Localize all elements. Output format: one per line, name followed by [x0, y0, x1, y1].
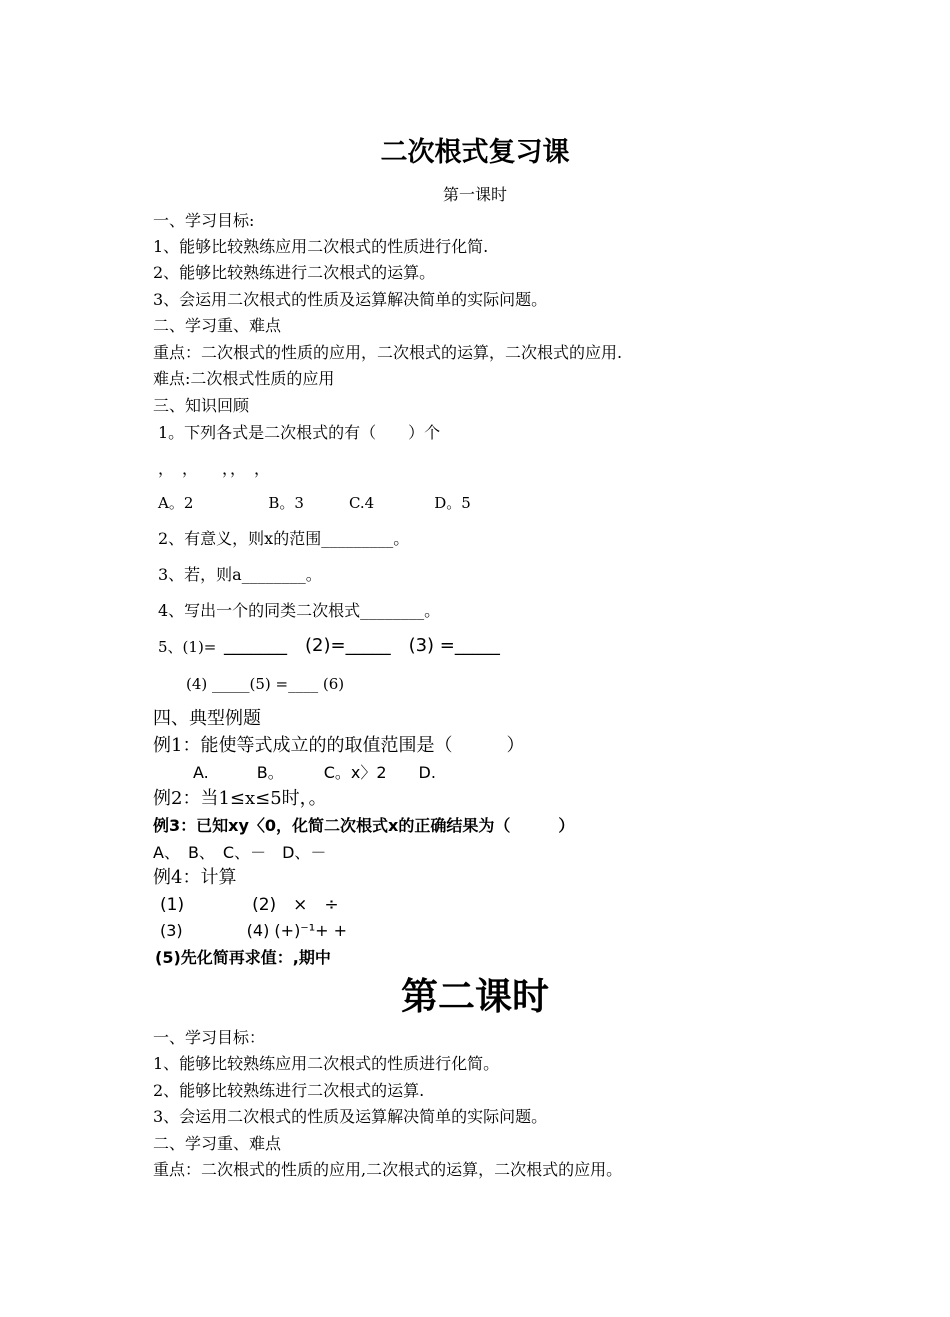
- review-heading: 三、知识回顾: [153, 396, 250, 415]
- example-4-line1: (1) (2) × ÷: [160, 895, 339, 915]
- question-1-options: A。2 B。3 C.4 D。5: [158, 494, 471, 512]
- goal-item: 3、会运用二次根式的性质及运算解决简单的实际问题。: [153, 1107, 548, 1126]
- lesson-2-title: 第二课时: [401, 974, 549, 1018]
- goals-heading: 一、学习目标：: [153, 1028, 266, 1047]
- key-heading: 二、学习重、难点: [153, 1134, 282, 1153]
- example-5: (5)先化简再求值：,期中: [155, 948, 331, 967]
- goal-item: 3、会运用二次根式的性质及运算解决简单的实际问题。: [153, 290, 548, 309]
- goal-item: 1、能够比较熟练应用二次根式的性质进行化简。: [153, 1054, 500, 1073]
- example-3: 例3：已知xy〈0，化简二次根式x的正确结果为（ ）: [153, 816, 575, 835]
- goal-item: 2、能够比较熟练进行二次根式的运算.: [153, 1081, 425, 1100]
- example-1-options: A. B。 C。x〉2 D.: [193, 763, 436, 782]
- example-2: 例2：当1≤x≤5时，。: [153, 788, 327, 809]
- question-5-blanks: _______ (2)=_____ (3) =_____: [224, 635, 500, 656]
- question-5-line2: (4) _____(5) =____ (6): [186, 675, 345, 693]
- example-1: 例1：能使等式成立的的取值范围是（ ）: [153, 735, 525, 756]
- question-1: 1。下列各式是二次根式的有（ ）个: [158, 423, 441, 442]
- document-title: 二次根式复习课: [380, 137, 570, 168]
- key-points: 重点：二次根式的性质的应用,二次根式的运算，二次根式的应用。: [153, 1160, 623, 1179]
- example-3-options: A、 B、 C、－ D、－: [153, 843, 327, 862]
- examples-heading: 四、典型例题: [153, 708, 261, 729]
- question-5-label: 5、(1)=: [158, 638, 217, 656]
- question-4: 4、写出一个的同类二次根式________。: [158, 601, 441, 620]
- goal-item: 2、能够比较熟练进行二次根式的运算。: [153, 263, 436, 282]
- key-heading: 二、学习重、难点: [153, 316, 282, 335]
- question-3: 3、若，则a________。: [158, 565, 322, 584]
- lesson-subtitle: 第一课时: [442, 185, 507, 204]
- difficulty: 难点:二次根式性质的应用: [153, 369, 335, 388]
- question-1-items: ， ， ，， ，: [158, 459, 271, 478]
- key-points: 重点：二次根式的性质的应用，二次根式的运算，二次根式的应用.: [153, 343, 623, 362]
- goal-item: 1、能够比较熟练应用二次根式的性质进行化简.: [153, 237, 489, 256]
- example-4-line2: (3) (4) (+)⁻¹+ +: [160, 921, 348, 940]
- question-2: 2、有意义，则x的范围_________。: [158, 529, 410, 548]
- goals-heading: 一、学习目标:: [153, 211, 255, 230]
- example-4: 例4：计算: [153, 867, 237, 888]
